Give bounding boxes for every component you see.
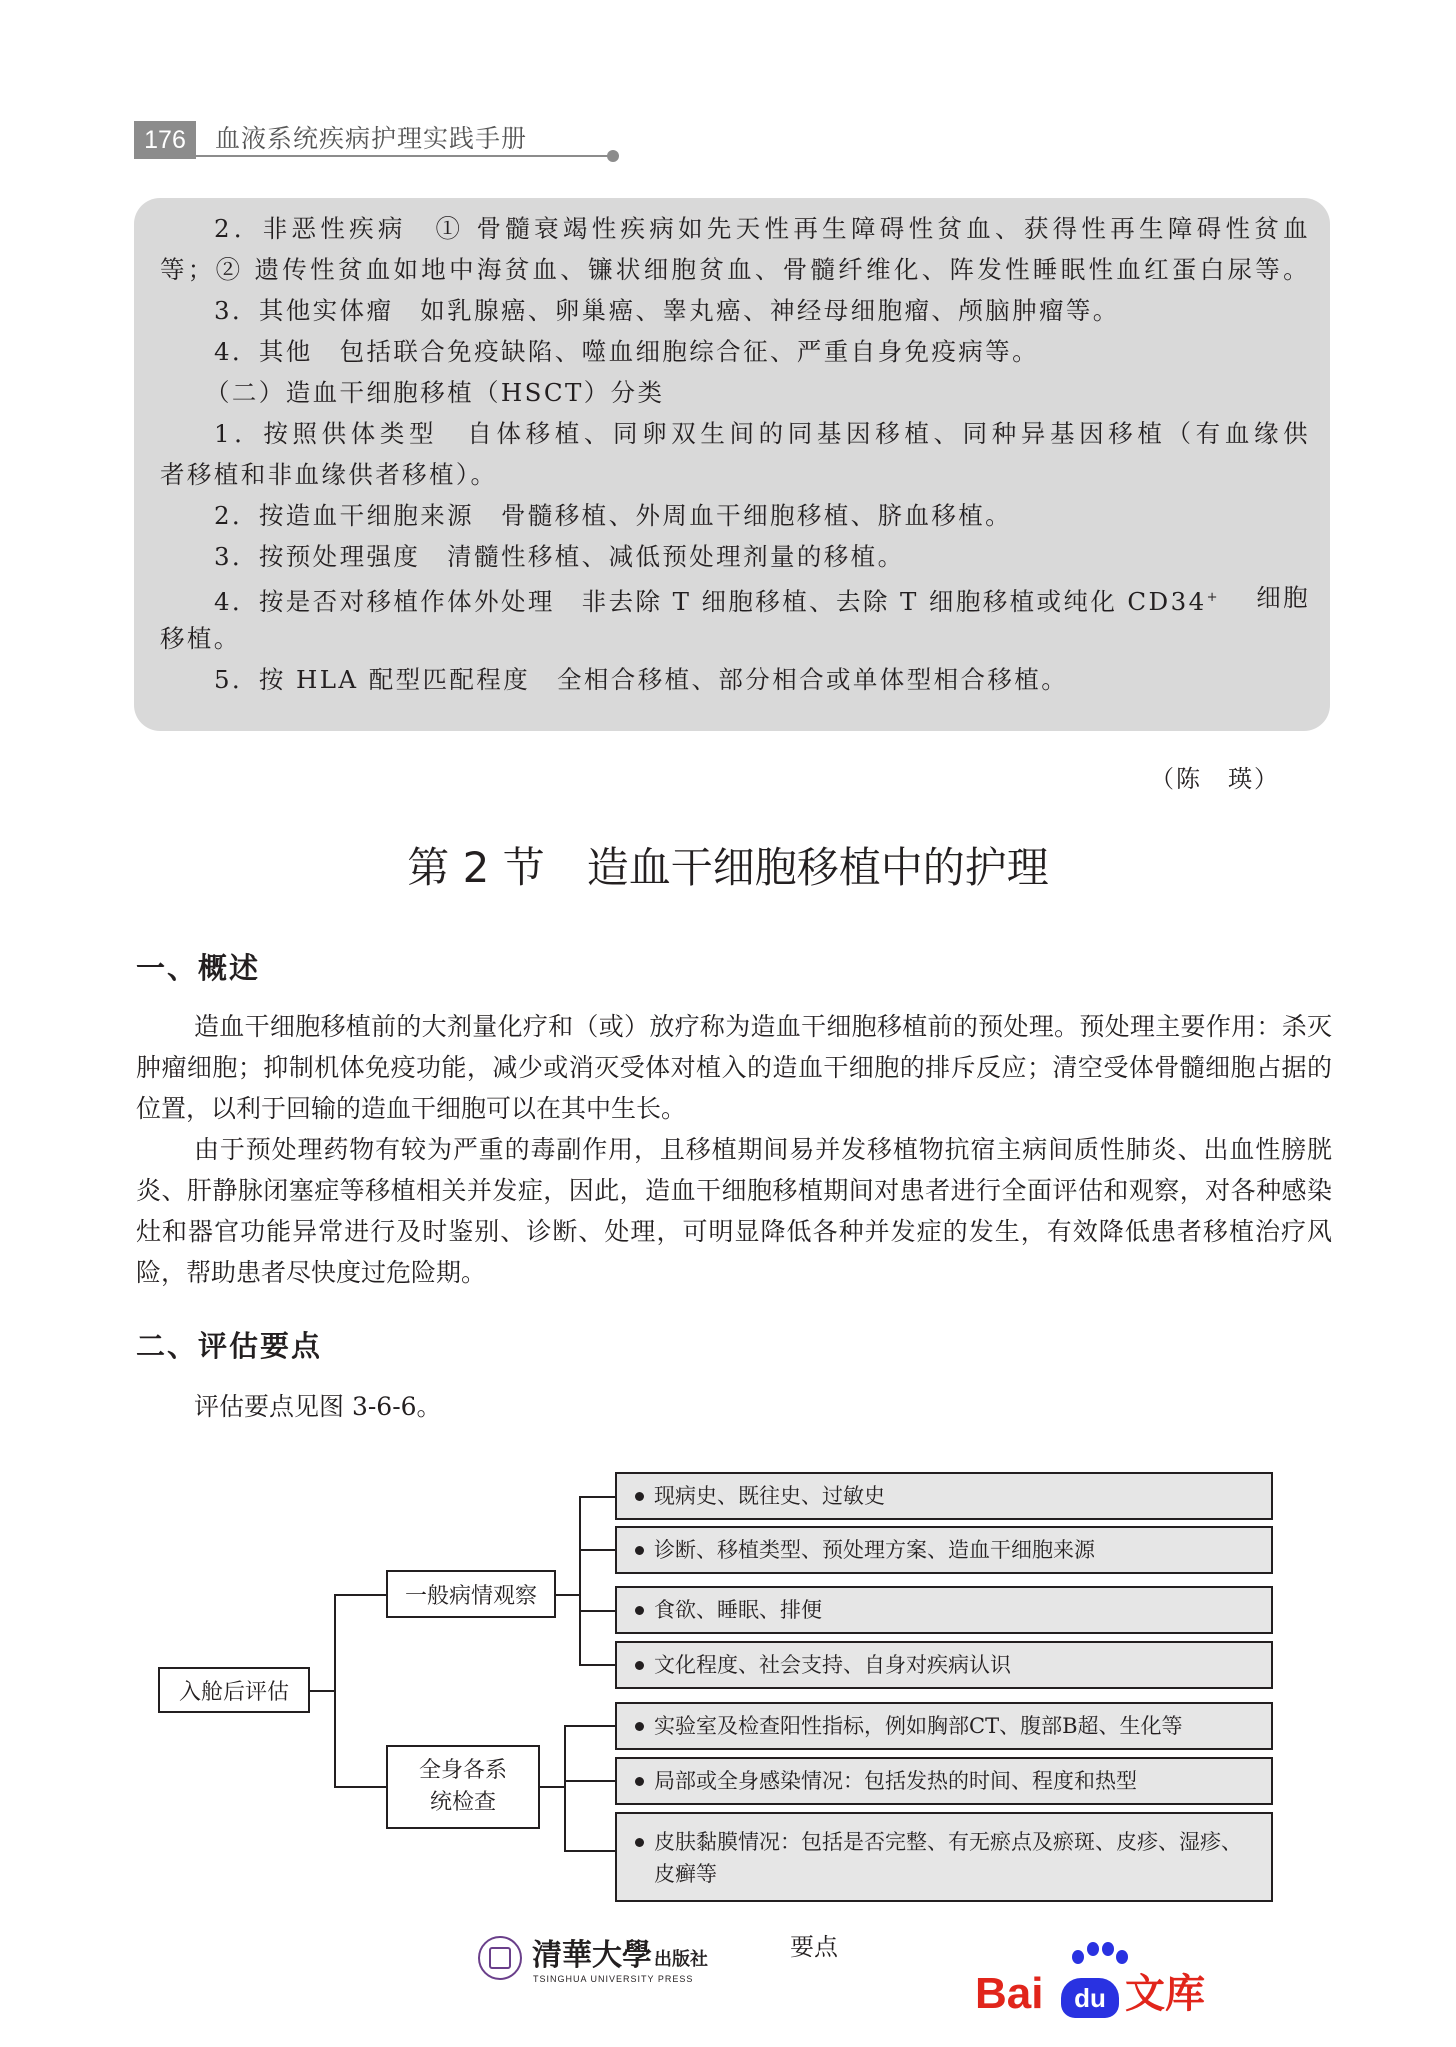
box-line: 1．按照供体类型 自体移植、同卵双生间的同基因移植、同种异基因移植（有血缘供	[214, 419, 1310, 448]
connector	[579, 1496, 615, 1498]
paw-icon	[1087, 1942, 1099, 1956]
overview-text	[136, 1006, 1332, 1293]
author: （陈 瑛）	[1150, 765, 1280, 793]
mindmap-leaf: 文化程度、社会支持、自身对疾病认识	[615, 1641, 1273, 1689]
paw-icon	[1116, 1950, 1128, 1964]
box-line: 5．按 HLA 配型匹配程度 全相合移植、部分相合或单体型相合移植。	[214, 665, 1069, 694]
baidu-wenku-watermark	[975, 1940, 1215, 2020]
connector	[334, 1594, 336, 1786]
bullet-icon	[635, 1777, 644, 1786]
box-line: 2．按造血干细胞来源 骨髓移植、外周血干细胞移植、脐血移植。	[214, 501, 1013, 530]
paragraph: 造血干细胞移植前的大剂量化疗和（或）放疗称为造血干细胞移植前的预处理。预处理主要作用：杀灭肿瘤细胞；抑制机体免疫功能，减少或消灭受体对植入的造血干细胞的排斥反应；清空受体骨髓细胞占据的位置，以利于回输的造血干细胞可以在其中生长。	[136, 1012, 1332, 1123]
paw-icon	[1102, 1942, 1114, 1956]
box-line: 移植。	[160, 624, 241, 653]
publisher-logo	[478, 1936, 708, 1984]
connector	[540, 1786, 564, 1788]
publisher-name-en: TSINGHUA UNIVERSITY PRESS	[533, 1974, 694, 1984]
connector	[556, 1594, 579, 1596]
connector	[579, 1496, 581, 1666]
superscript: +	[1206, 590, 1220, 605]
bullet-icon	[635, 1606, 644, 1615]
box-line	[214, 578, 1310, 622]
connector	[579, 1549, 615, 1551]
box-line: 3．其他实体瘤 如乳腺癌、卵巢癌、睾丸癌、神经母细胞瘤、颅脑肿瘤等。	[214, 296, 1120, 325]
paw-icon	[1072, 1950, 1084, 1964]
bullet-icon	[635, 1722, 644, 1731]
box-subheading: （二）造血干细胞移植（HSCT）分类	[205, 378, 665, 407]
page-number: 176	[134, 121, 196, 159]
box-line: 2．非恶性疾病 ① 骨髓衰竭性疾病如先天性再生障碍性贫血、获得性再生障碍性贫血	[214, 214, 1310, 243]
tsinghua-seal-icon	[478, 1936, 522, 1980]
mindmap-root: 入舱后评估	[158, 1667, 310, 1713]
mindmap-leaf: 食欲、睡眠、排便	[615, 1586, 1273, 1634]
mindmap-leaf: 局部或全身感染情况：包括发热的时间、程度和热型	[615, 1757, 1273, 1805]
bullet-icon	[635, 1546, 644, 1555]
connector	[564, 1780, 615, 1782]
baidu-bai-text: Bai	[975, 1969, 1044, 2018]
connector	[334, 1786, 386, 1788]
bullet-icon	[635, 1661, 644, 1670]
box-line: 3．按预处理强度 清髓性移植、减低预处理剂量的移植。	[214, 542, 905, 571]
box-line: 4．其他 包括联合免疫缺陷、噬血细胞综合征、严重自身免疫病等。	[214, 337, 1039, 366]
connector	[564, 1725, 615, 1727]
book-title: 血液系统疾病护理实践手册	[215, 124, 528, 153]
connector	[564, 1725, 566, 1850]
header-dot	[607, 150, 619, 162]
mindmap-leaf: 皮肤黏膜情况：包括是否完整、有无瘀点及瘀斑、皮疹、湿疹、皮癣等	[615, 1812, 1273, 1902]
mindmap-leaf: 诊断、移植类型、预处理方案、造血干细胞来源	[615, 1526, 1273, 1574]
box-line-text: 4．按是否对移植作体外处理 非去除 T 细胞移植、去除 T 细胞移植或纯化 CD34+	[214, 587, 1220, 617]
box-line: 等；② 遗传性贫血如地中海贫血、镰状细胞贫血、骨髓纤维化、阵发性睡眠性血红蛋白尿等。	[160, 255, 1310, 284]
paragraph: 由于预处理药物有较为严重的毒副作用，且移植期间易并发移植物抗宿主病间质性肺炎、出血性膀胱炎、肝静脉闭塞症等移植相关并发症，因此，造血干细胞移植期间对患者进行全面评估和观察，对各种感染灶和器官功能异常进行及时鉴别、诊断、处理，可明显降低各种并发症的发生，有效降低患者移植治疗风险，帮助患者尽快度过危险期。	[136, 1135, 1332, 1287]
figure-caption: 要点	[790, 1933, 838, 1961]
box-line-tail: 细胞	[1256, 583, 1310, 612]
heading-assessment: 二、评估要点	[136, 1329, 323, 1363]
connector	[310, 1690, 334, 1692]
mindmap-leaf: 实验室及检查阳性指标，例如胸部CT、腹部B超、生化等	[615, 1702, 1273, 1750]
connector	[334, 1594, 386, 1596]
heading-overview: 一、概述	[136, 951, 261, 985]
branch-general-observation: 一般病情观察	[386, 1570, 556, 1618]
connector	[564, 1850, 615, 1852]
publisher-name: 清華大學 出版社	[532, 1938, 708, 1973]
mindmap-leaf: 现病史、既往史、过敏史	[615, 1472, 1273, 1520]
connector	[579, 1664, 615, 1666]
assessment-intro: 评估要点见图 3-6-6。	[194, 1392, 442, 1421]
baidu-wenku-text: 文库	[1125, 1971, 1205, 2017]
baidu-du-text: du	[1061, 1978, 1119, 2018]
header-rule	[196, 155, 614, 157]
box-line: 者移植和非血缘供者移植）。	[160, 460, 498, 489]
bullet-icon	[635, 1492, 644, 1501]
connector	[579, 1610, 615, 1612]
branch-systemic-exam: 全身各系 统检查	[386, 1745, 540, 1829]
bullet-icon	[635, 1838, 644, 1847]
section-title: 第 2 节 造血干细胞移植中的护理	[407, 843, 1049, 892]
